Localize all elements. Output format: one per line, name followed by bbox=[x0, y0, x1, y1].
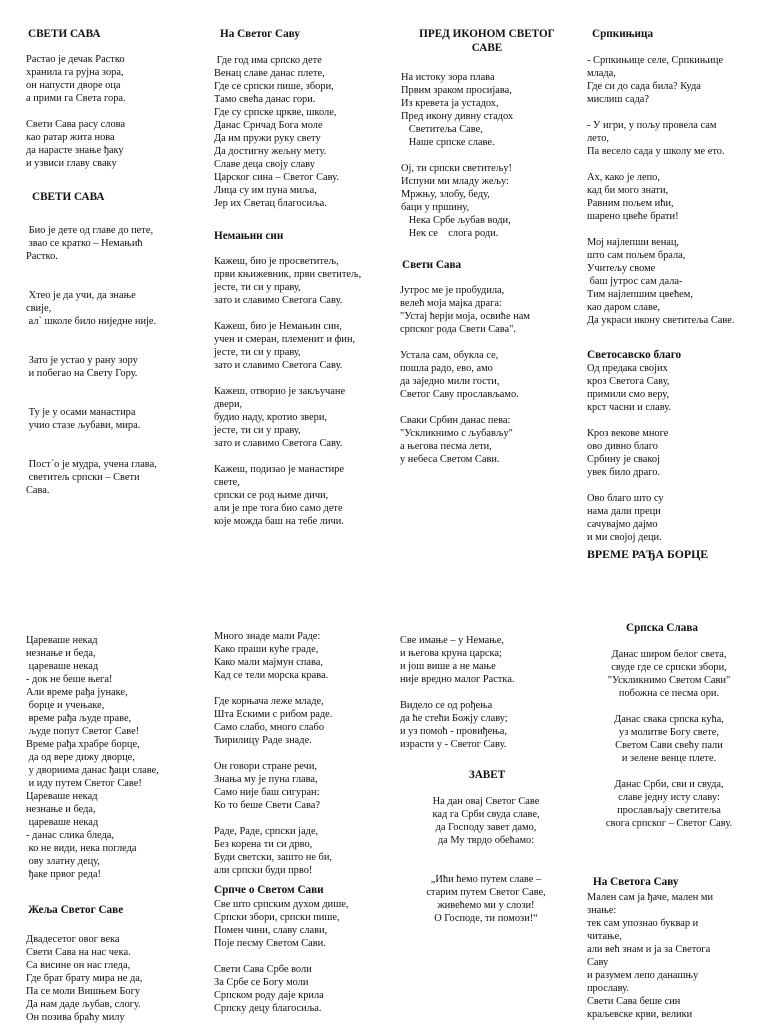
stanza: Све имање – у Немање, и његова круна царска; и још више а не мање није вредно малог Растка. bbox=[400, 635, 515, 685]
poem-sveti-sava-2 bbox=[26, 224, 196, 497]
stanza: Данас свака српска кућа, уз молитве Богу свете, Светом Сави свећу пали и зелене венце плете. bbox=[614, 714, 724, 764]
stanza: Ту је у осами манастира учио стазе љубави, мира. bbox=[28, 407, 141, 431]
title-vreme-radja-borce: ВРЕМЕ РАЂА БОРЦЕ bbox=[587, 547, 709, 561]
stanza: Где корњача леже младе, Шта Ескими с рибом раде. Само слабо, много слабо Ћирилицу Раде знаде. bbox=[214, 696, 333, 746]
stanza: Растао је дечак Растко хранила га рујна зора, он напусти дворе оца а прими га Света гора. bbox=[26, 54, 126, 104]
stanza: Мален сам ја ђаче, мален ми знање: тек сам упознао буквар и читање, али већ знам и ја за Светога Саву и разумем лепо данашњу прославу. Свети Сава беше син краљевске крви, велики bbox=[587, 892, 714, 1020]
poem-mali-rade bbox=[214, 630, 392, 877]
poem-na-svetoga-savu bbox=[587, 891, 765, 1021]
stanza: Сваки Србин данас пева: "Ускликнимо с љубављу" а његова песма лети, у небеса Светом Сави. bbox=[400, 415, 513, 465]
stanza: Кажеш, био је просветитељ, први књижевник, први светитељ, јесте, ти си у праву, зато и славимо Светога Саву. bbox=[214, 256, 362, 306]
title-sveti-sava-3: Свети Сава bbox=[402, 259, 462, 271]
stanza: Кажеш, подизао је манастире свете, српски се род њиме дичи, али је пре тога био само дете које можда баш на тебе личи. bbox=[214, 464, 344, 527]
stanza: Све што српским духом дише, Српски збори, српски пише, Помен чини, славу слави, Поје песму Светом Сави. bbox=[214, 899, 349, 949]
stanza: Где год има српско дете Венац славе данас плете, Где се српски пише, збори, Тамо свећа данас гори. Где су српске цркве, школе, Данас Срнчад Бога моле Да им пружи руку свету Да достигну жељну мету. Славе деца своју славу Царског сина – Светог Саву. Лица су им пуна миља, Јер их Светац благосиља. bbox=[214, 55, 339, 209]
poem-zelja-svetog-save bbox=[26, 933, 206, 1024]
title-sveti-sava-1: СВЕТИ САВА bbox=[28, 28, 101, 40]
poem-vreme-radja-borce bbox=[26, 634, 206, 881]
stanza: Свети Сава расу слова као ратар жита нова да нарасте знање ђаку и узвиси главу сваку bbox=[26, 119, 126, 169]
title-pred-ikonom: ПРЕД ИКОНОМ СВЕТОГ САВЕ bbox=[419, 28, 555, 54]
stanza: Ој, ти српски светитељу! Испуни ми младу жељу: Мржњу, злобу, беду, баци у пршину, Нека Србе љубав води, Нек се слога роди. bbox=[401, 163, 513, 239]
stanza: Цареваше некад незнање и беда, цареваше некад - док не беше њега! Али време рађа јунаке, борце и учењаке, време рађа људе праве, људе попут Светог Саве! Време рађа храбре борце, да од вере дижу дворце, у двориима данас ђаци славе, и иду путем Светог Саве! Цареваше некад незнање и беда, цареваше некад - данас слика бледа, ко не види, нека погледа ову златну децу, ђаке првог реда! bbox=[26, 635, 159, 880]
title-na-svetog-savu: На Светог Саву bbox=[220, 28, 300, 40]
stanza: Ово благо што су нама дали преци сачувајмо дајмо и ми својој деци. bbox=[587, 493, 664, 543]
stanza: Свети Сава Србе воли За Србе се Богу моли Српском роду даје крила Српску децу благосиља. bbox=[214, 964, 324, 1014]
poem-srpce-o-svetom-savi bbox=[214, 898, 392, 1015]
poem-zavet bbox=[394, 795, 578, 925]
stanza: - У игри, у пољу провела сам лето, Па весело сада у школу ме ето. bbox=[587, 120, 725, 157]
title-nemanjin-sin: Немањин син bbox=[214, 230, 284, 242]
stanza: Раде, Раде, српски јаде, Без корена ти си дрво, Буди светски, зашто не би, али српски буди прво! bbox=[214, 826, 332, 876]
stanza: Много знаде мали Раде: Како праши куће граде, Како мали мајмун спава, Кад се тели морска крава. bbox=[214, 631, 329, 681]
stanza: Од предака својих кроз Светога Саву, примили смо веру, крст часни и славу. bbox=[587, 363, 672, 413]
title-zelja-svetog-save: Жеља Светог Саве bbox=[28, 904, 124, 916]
stanza: Видело се од рођења да ће стећи Божју славу; и уз помоћ - провиђења, израсти у - Светог Саву. bbox=[400, 700, 508, 750]
stanza: Мој најлепши венац, што сам пољем брала, Учитељу своме баш јутрос сам дала- Тим најлепшим цвећем, као даром славе, Да украси икону светитеља Саве. bbox=[587, 237, 735, 326]
stanza: Данас Срби, сви и свуда, славе једну исту славу: прослављају светитеља свога српског – Светог Саву. bbox=[605, 779, 733, 829]
title-srpska-slava: Српска Слава bbox=[626, 622, 698, 634]
stanza: Ах, како је лепо, кад би мого знати, Равним пољем ићи, шарено цвеће брати! bbox=[587, 172, 679, 222]
stanza: Зато је устао у рану зору и побегао на Свету Гору. bbox=[28, 355, 138, 379]
stanza: Пост`о је мудра, учена глава, светитељ српски – Свети Сава. bbox=[26, 459, 157, 496]
stanza: Устала сам, обукла се, пошла радо, ево, амо да заједно мили гости, Светог Саву прослављамо. bbox=[400, 350, 519, 400]
title-svetosavsko-blago: Светосавско благо bbox=[587, 349, 682, 361]
stanza: На истоку зора плава Првим зраком просијава, Из кревета ја устадох, Пред икону дивну стадох Светитеља Саве, Наше српске славе. bbox=[401, 72, 514, 148]
poem-sveti-sava-1 bbox=[26, 53, 196, 170]
stanza: На дан овај Светог Саве кад га Срби свуда славе, да Господу завет дамо, да Му тврдо обећамо: bbox=[432, 796, 540, 846]
poem-pred-ikonom bbox=[401, 71, 579, 240]
title-srpkinjica: Српкињица bbox=[592, 28, 654, 40]
stanza: Кажеш, био је Немањин син, учен и смеран, племенит и фин, јесте, ти си у праву, зато и славимо Светога Саву. bbox=[214, 321, 356, 371]
poem-nemanjin-sin bbox=[214, 255, 392, 528]
title-na-svetoga-savu: На Светога Саву bbox=[593, 876, 679, 888]
poem-srpska-slava bbox=[584, 648, 754, 830]
poem-sveti-sava-3 bbox=[400, 284, 582, 466]
stanza: Двадесетог овог века Свети Сава на нас чека. Са висине он нас гледа, Где брат брату мира не да, Па се моли Вишњем Богу Да нам даде љубав, слогу. Он позива браћу милу bbox=[26, 934, 143, 1023]
stanza: Јутрос ме је пробудила, велећ моја мајка драга: "Устај ћерји моја, освиће нам српског рода Свети Сава". bbox=[400, 285, 530, 335]
stanza: „Ићи ћемо путем славе – старим путем Светог Саве, живећемо ми у слози! О Господе, ти помози!“ bbox=[426, 874, 546, 924]
stanza: Он говори стране речи, Знања му је пуна глава, Само није баш сигуран: Ко то беше Свети Сава? bbox=[214, 761, 320, 811]
stanza: Био је дете од главе до пете, звао се кратко – Немањић Растко. bbox=[26, 225, 154, 262]
stanza: Хтео је да учи, да знање свије, ал` школе било ниједне није. bbox=[26, 290, 157, 327]
poem-rastko bbox=[400, 634, 578, 751]
stanza: Данас широм белог света, свуде где се српски збори, "Ускликнимо Светом Сави" побожна се песма ори. bbox=[607, 649, 731, 699]
title-zavet: ЗАВЕТ bbox=[468, 769, 506, 781]
title-srpce-o-svetom-savi: Српче о Светом Сави bbox=[214, 884, 324, 896]
title-sveti-sava-2: СВЕТИ САВА bbox=[32, 191, 105, 203]
poem-na-svetog-savu bbox=[214, 54, 392, 210]
stanza: Кажеш, отворио је закључане двери, будио наду, кротио звери, јесте, ти си у праву, зато и славимо Светога Саву. bbox=[214, 386, 346, 449]
poem-srpkinjica bbox=[587, 54, 765, 327]
stanza: - Српкињице селе, Српкињице млада, Где си до сада била? Куда мислиш сада? bbox=[587, 55, 724, 105]
stanza: Кроз векове многе ово дивно благо Србину је свакој увек било драго. bbox=[587, 428, 669, 478]
poem-svetosavsko-blago bbox=[587, 362, 765, 544]
